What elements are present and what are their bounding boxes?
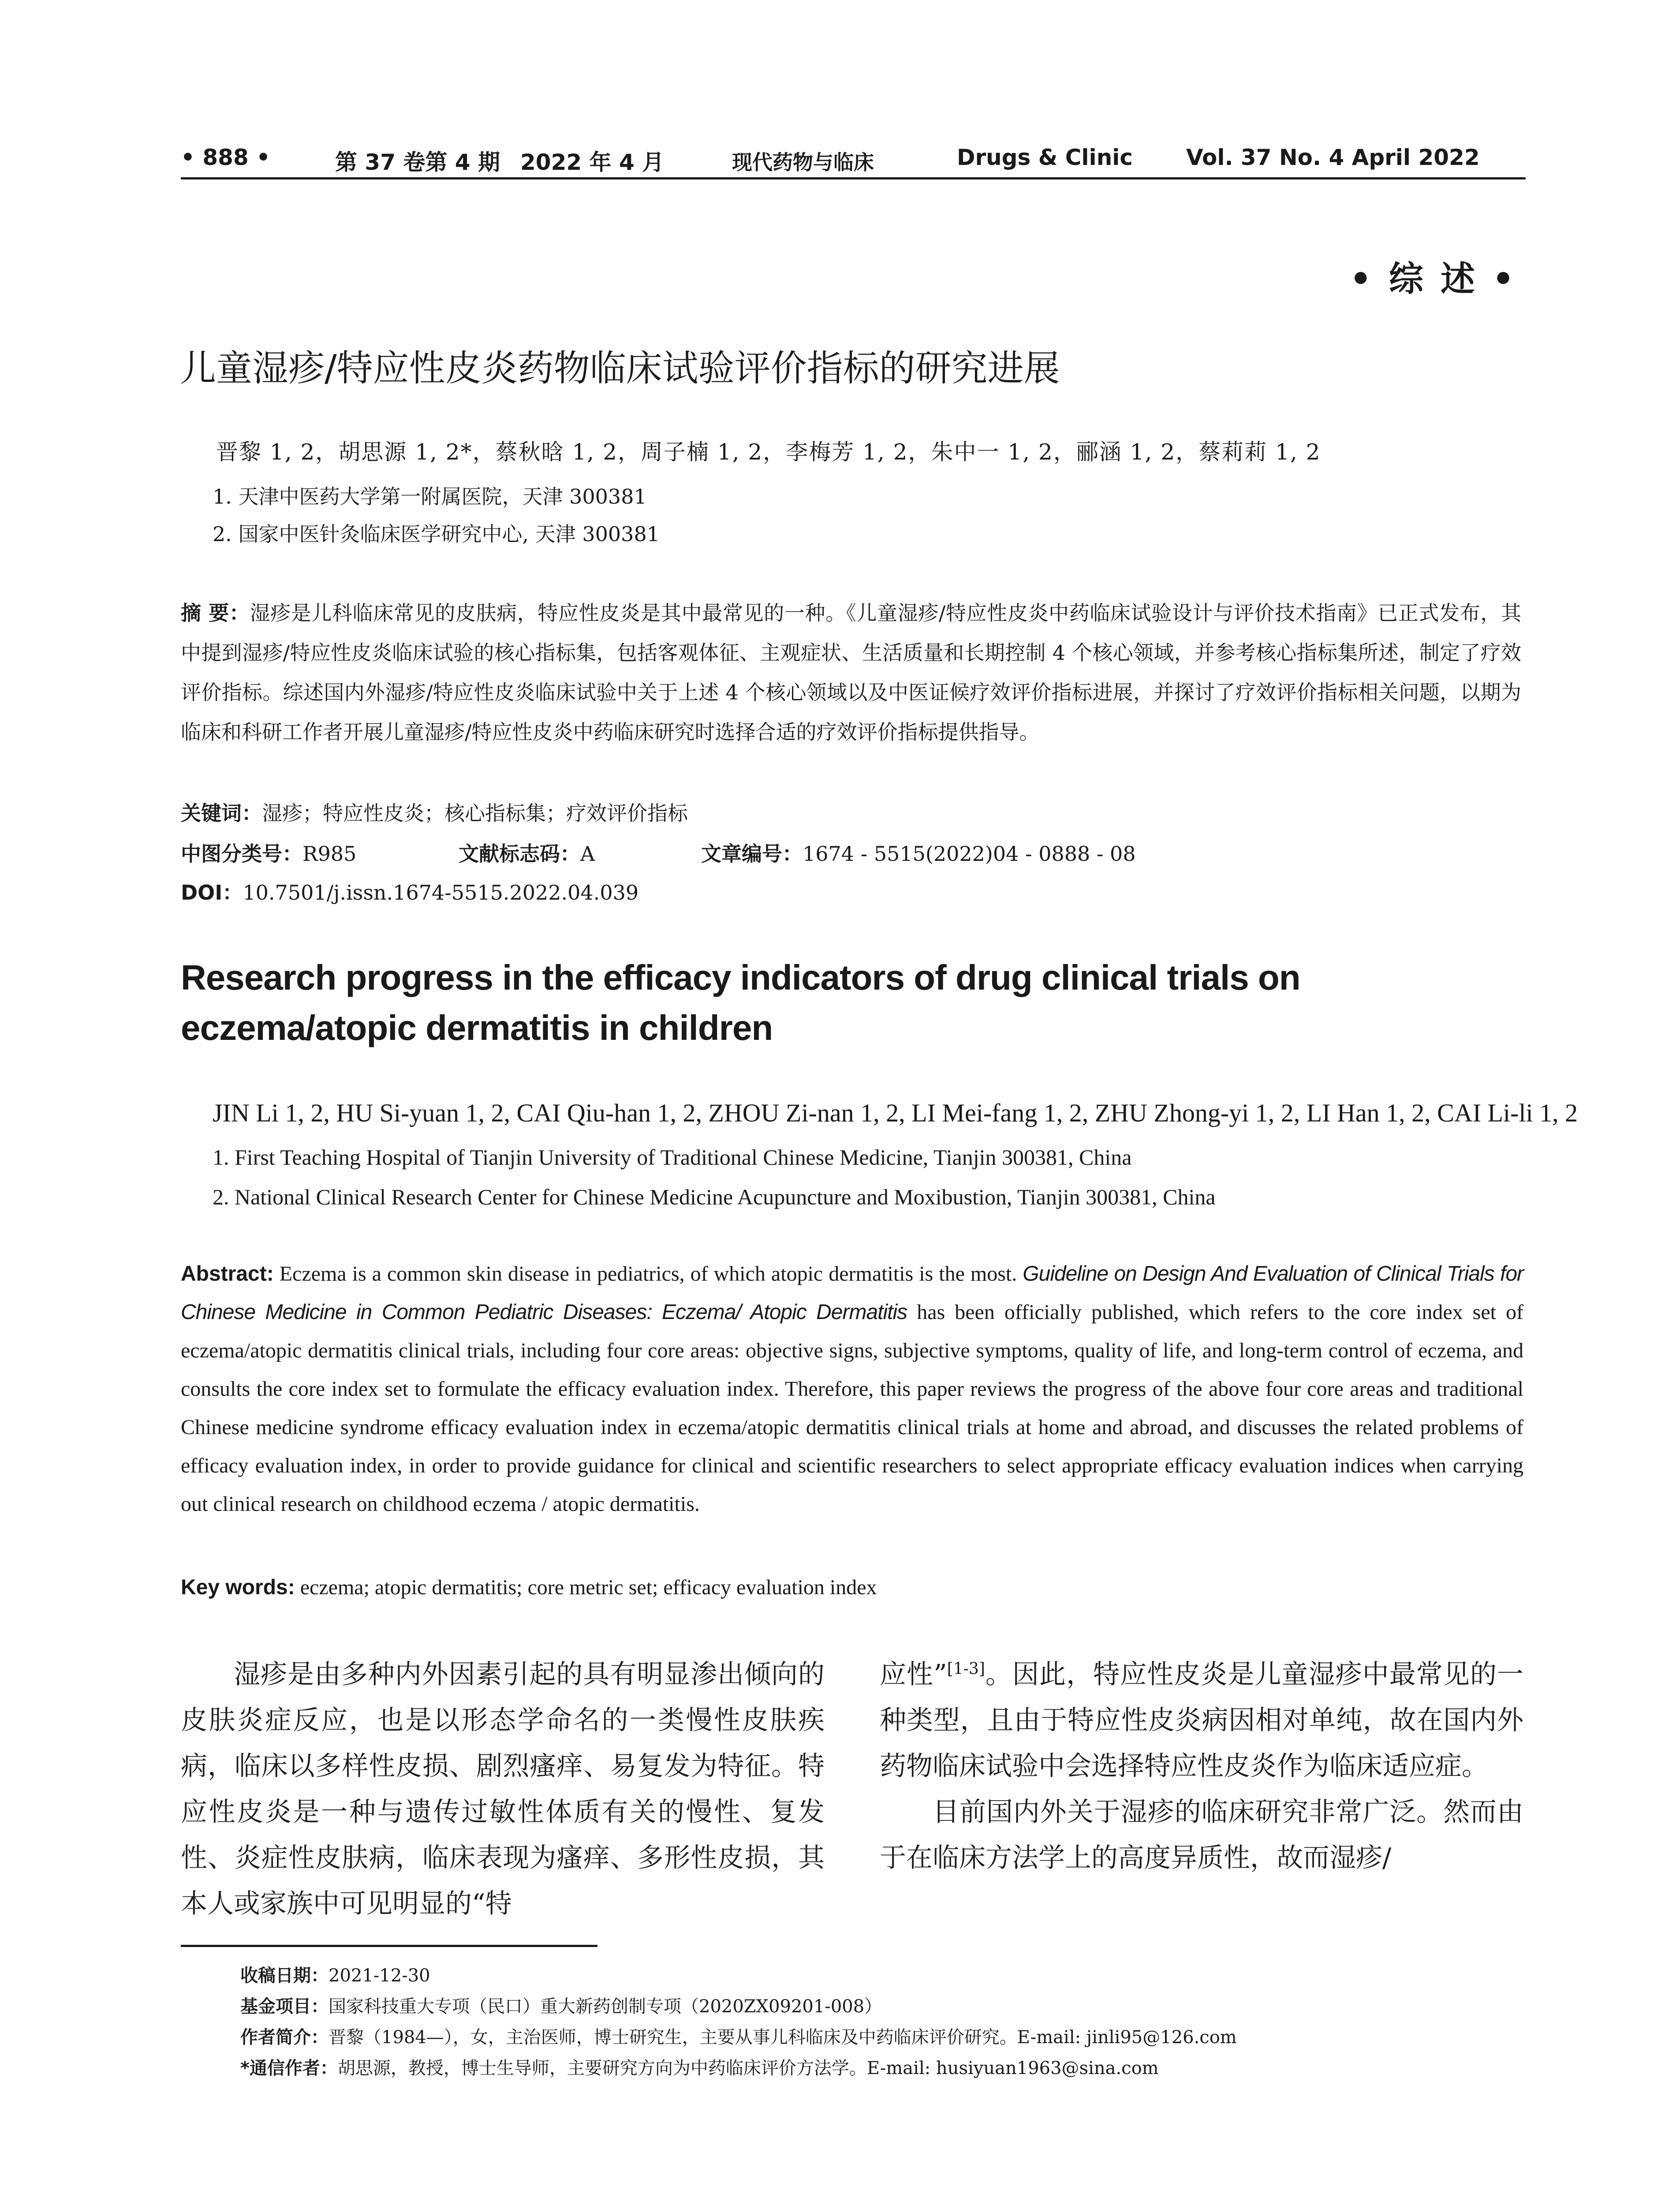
classification-line [181, 838, 356, 867]
section-label: • 综 述 • [1349, 259, 1517, 299]
document-code [459, 838, 595, 867]
keywords-en [181, 1575, 877, 1600]
publication-date-cn: 2022 年 4 月 [520, 149, 665, 175]
keywords-cn-text: 湿疹；特应性皮炎；核心指标集；疗效评价指标 [262, 801, 688, 825]
doi-line [181, 877, 638, 906]
clc-label: 中图分类号： [181, 842, 302, 866]
affiliation-cn-2: 2. 国家中医针灸临床医学研究中心, 天津 300381 [213, 522, 660, 546]
volume-issue-en: Vol. 37 No. 4 April 2022 [1186, 145, 1480, 170]
article-no-label: 文章编号： [701, 842, 803, 866]
abstract-cn [181, 593, 1521, 752]
fund-label: 基金项目： [240, 1996, 329, 2017]
running-header [181, 140, 1526, 180]
received-date: 2021-12-30 [329, 1966, 430, 1986]
affiliation-cn-1: 1. 天津中医药大学第一附属医院，天津 300381 [213, 485, 647, 508]
article-no-value: 1674 - 5515(2022)04 - 0888 - 08 [803, 842, 1136, 866]
fund-text: 国家科技重大专项（民口）重大新药创制专项（2020ZX09201-008） [329, 1996, 882, 2017]
journal-name-cn: 现代药物与临床 [732, 150, 874, 174]
abstract-en [181, 1255, 1523, 1523]
authors-en: JIN Li 1, 2, HU Si-yuan 1, 2, CAI Qiu-han 1, 2, ZHOU Zi-nan 1, 2, LI Mei-fang 1, 2, ZHU Zhong-yi 1, 2, LI Han 1, 2, CAI Li-li 1, 2 [213, 1099, 1578, 1127]
keywords-en-label: Key words: [181, 1576, 295, 1599]
abstract-cn-text: 湿疹是儿科临床常见的皮肤病，特应性皮炎是其中最常见的一种。《儿童湿疹/特应性皮炎中药临床试验设计与评价技术指南》已正式发布，其中提到湿疹/特应性皮炎临床试验的核心指标集，包括客观体征、主观症状、生活质量和长期控制 4 个核心领域，并参考核心指标集所述，制定了疗效评价指标。综述国内外湿疹/特应性皮炎临床试验中关于上述 4 个核心领域以及中医证候疗效评价指标进展，并探讨了疗效评价指标相关问题，以期为临床和科研工作者开展儿童湿疹/特应性皮炎中药临床研究时选择合适的疗效评价指标提供指导。 [181, 601, 1521, 744]
doc-code-value: A [580, 842, 595, 866]
footnote-rule [181, 1945, 597, 1947]
keywords-cn-label: 关键词： [181, 801, 262, 825]
abstract-cn-label: 摘 要： [181, 601, 250, 625]
body-paragraph-2: 目前国内外关于湿疹的临床研究非常广泛。然而由于在临床方法学上的高度异质性，故而湿疹/ [880, 1797, 1523, 1873]
affiliation-en-1: 1. First Teaching Hospital of Tianjin University of Traditional Chinese Medicine, Tianjin 300381, China [213, 1145, 1132, 1170]
authors-cn: 晋黎 1, 2，胡思源 1, 2*，蔡秋晗 1, 2，周子楠 1, 2，李梅芳 1, 2，朱中一 1, 2，郦涵 1, 2，蔡莉莉 1, 2 [216, 439, 1321, 465]
abstract-en-text-2: has been officially published, which refers to the core index set of eczema/atopic dermatitis clinical trials, including four core areas: objective signs, subjective symptoms, quality of life, and long-term control of eczema, and consults the core index set to formulate the efficacy evaluation index. Therefore, this paper reviews the progress of the above four core areas and traditional Chinese medicine syndrome efficacy evaluation index in eczema/atopic dermatitis clinical trials at home and abroad, and discusses the related problems of efficacy evaluation index, in order to provide guidance for clinical and scientific researchers to select appropriate efficacy evaluation indices when carrying out clinical research on childhood eczema / atopic dermatitis. [181, 1301, 1523, 1516]
body-text: 应性” [880, 1659, 947, 1690]
journal-name-en: Drugs & Clinic [957, 145, 1133, 170]
doi-label: DOI： [181, 881, 243, 904]
guideline-title-italic: Guideline on Design And Evaluation of Clinical Trials for Chinese Medicine in Common Pediatric Diseases: Eczema/ Atopic Dermatitis [181, 1262, 1524, 1324]
footnote-received [240, 1962, 430, 1987]
keywords-en-text: eczema; atopic dermatitis; core metric set; efficacy evaluation index [300, 1576, 877, 1599]
body-column-right [880, 1652, 1523, 1881]
corresponding-text: 胡思源，教授，博士生导师，主要研究方向为中药临床评价方法学。E-mail: husiyuan1963@sina.com [337, 2058, 1159, 2078]
footnote-corresponding [240, 2054, 1159, 2079]
footnote-author-bio [240, 2023, 1237, 2048]
clc-value: R985 [302, 842, 357, 866]
body-text: 。因此，特应性皮炎是儿童湿疹中最常见的一种类型，且由于特应性皮炎病因相对单纯，故在国内外药物临床试验中会选择特应性皮炎作为临床适应症。 [880, 1659, 1523, 1782]
body-paragraph-1: 湿疹是由多种内外因素引起的具有明显渗出倾向的皮肤炎症反应，也是以形态学命名的一类慢性皮肤疾病，临床以多样性皮损、剧烈瘙痒、易复发为特征。特应性皮炎是一种与遗传过敏性体质有关的慢性、复发性、炎症性皮肤病，临床表现为瘙痒、多形性皮损，其本人或家族中可见明显的“特 [181, 1659, 825, 1919]
corresponding-label: *通信作者： [240, 2058, 338, 2078]
article-title-cn: 儿童湿疹/特应性皮炎药物临床试验评价指标的研究进展 [180, 348, 1060, 389]
keywords-cn [181, 797, 688, 826]
received-label: 收稿日期： [240, 1966, 329, 1986]
article-title-en: Research progress in the efficacy indicators of drug clinical trials on eczema/atopic dermatitis in children [181, 958, 1300, 1047]
citation-ref[interactable]: [1-3] [947, 1660, 985, 1678]
article-number [701, 838, 1136, 867]
header-rule [181, 177, 1526, 179]
author-bio-text: 晋黎（1984—），女，主治医师，博士研究生，主要从事儿科临床及中药临床评价研究。E-mail: jinli95@126.com [329, 2027, 1237, 2048]
doc-code-label: 文献标志码： [459, 842, 580, 866]
page-number: • 888 • [181, 145, 271, 170]
doi-value: 10.7501/j.issn.1674-5515.2022.04.039 [243, 881, 639, 904]
body-column-left [181, 1652, 825, 1927]
author-bio-label: 作者简介： [240, 2027, 329, 2048]
affiliation-en-2: 2. National Clinical Research Center for Chinese Medicine Acupuncture and Moxibustion, Tianjin 300381, China [213, 1185, 1216, 1209]
footnote-funding [240, 1992, 882, 2018]
abstract-en-label: Abstract: [181, 1262, 274, 1286]
body-paragraph-1-continued [880, 1652, 1523, 1789]
abstract-en-text-1: Eczema is a common skin disease in pediatrics, of which atopic dermatitis is the most. [279, 1262, 1017, 1286]
volume-issue-cn: 第 37 卷第 4 期 [335, 149, 500, 175]
